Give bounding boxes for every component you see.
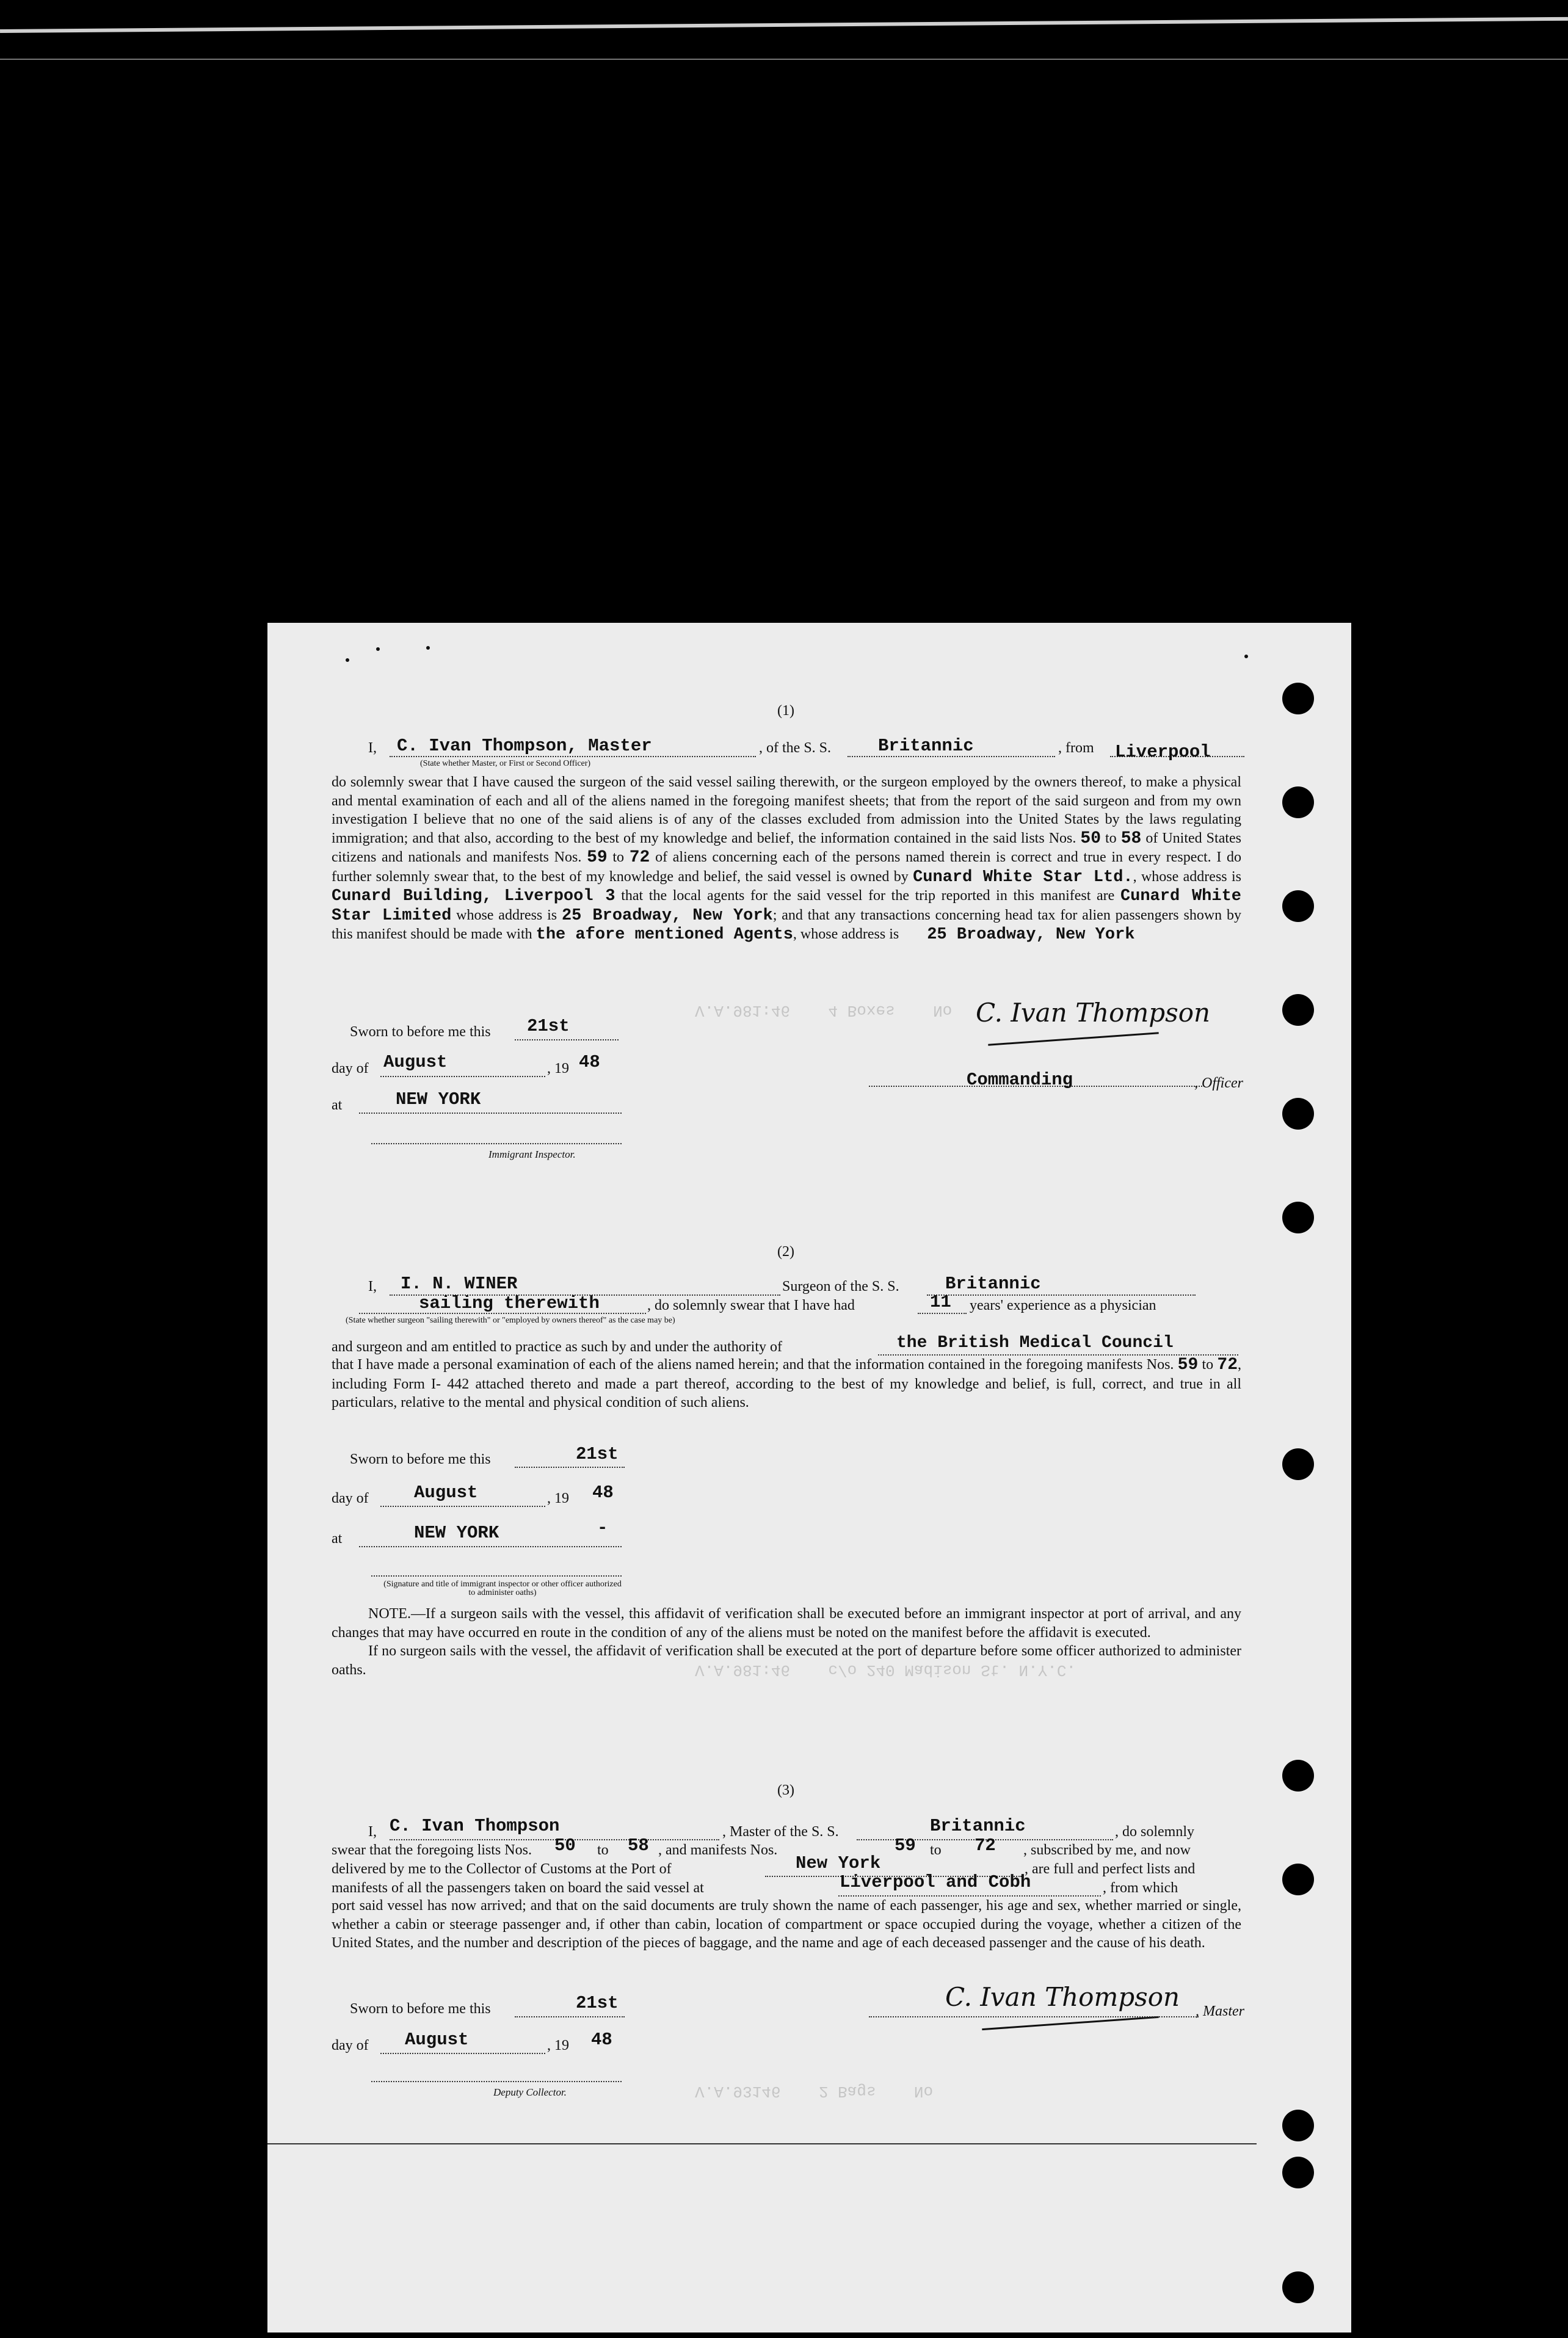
dash-mark: - xyxy=(597,1518,608,1538)
fill-line xyxy=(380,2053,545,2054)
sworn-year-field-3: 48 xyxy=(591,2030,612,2050)
fill-line xyxy=(927,1294,1196,1296)
manifests-to-field: 72 xyxy=(629,848,650,867)
officer-title-field: Commanding xyxy=(967,1070,1073,1090)
fill-line xyxy=(380,1076,545,1077)
section-1-text-a: do solemnly swear that I have caused the surgeon of the said vessel sailing therewith, or the surgeon employed by the owners thereof, to make a physical and mental examination of each and all of the aliens named in the foregoing manifest sheets; that from the report of the said surgeon and from my own investigation I believe that no one of the said aliens is of any of the classes excluded from admission into the United States by the laws regulating immigration; and that also, according to the best of my knowledge and belief, the information contained in the said lists Nos. xyxy=(332,774,1241,846)
lists-to-field-3: 58 xyxy=(628,1835,649,1856)
master-name-field: C. Ivan Thompson, Master xyxy=(397,736,652,756)
section-1-text-b: of United States citizens and nationals and manifests Nos. xyxy=(332,830,1241,865)
film-edge-line-2 xyxy=(0,59,1568,60)
section-1-text-c: of aliens concerning each of the persons named therein is correct and true in every respect. I do further solemnly swear that, to the best of my knowledge and belief, the said vessel is owned by xyxy=(332,849,1242,885)
officer-signature-caption: (Signature and title of immigrant inspector or other officer authorized to administer oaths) xyxy=(383,1580,622,1597)
fill-line xyxy=(380,1506,545,1507)
punch-hole xyxy=(1282,786,1314,818)
punch-hole xyxy=(1282,2110,1314,2141)
bleed-through-text: V.A.981:46 4 Boxes No xyxy=(695,1001,953,1020)
punch-hole xyxy=(1282,994,1314,1026)
punch-hole xyxy=(1282,1760,1314,1792)
fill-line xyxy=(869,2016,1199,2017)
master-signature: C. Ivan Thompson xyxy=(976,998,1211,1028)
fill-line xyxy=(515,1467,625,1468)
speck xyxy=(376,647,380,651)
oath-i: I, xyxy=(368,740,377,756)
film-edge-line xyxy=(0,17,1568,33)
fill-line xyxy=(371,2081,622,2082)
arrival-port-field: New York xyxy=(796,1853,881,1873)
surgeon-name-field: I. N. WINER xyxy=(401,1274,518,1294)
section-2-text-a: that I have made a personal examination of each of the aliens named herein; and that the information contained in the foregoing manifests Nos. xyxy=(332,1357,1174,1373)
bleed-through-text: V.A.93146 2 Bags No xyxy=(695,2082,934,2100)
year-prefix-2: , 19 xyxy=(547,1490,569,1506)
signature-underline xyxy=(982,2016,1159,2030)
lists-from-field: 50 xyxy=(1080,829,1101,848)
ship-name-field-3: Britannic xyxy=(930,1816,1026,1836)
swear-label: swear that the foregoing lists Nos. xyxy=(332,1842,532,1858)
section-3-number: (3) xyxy=(777,1782,794,1798)
sworn-year-field-2: 48 xyxy=(592,1483,614,1503)
fill-line xyxy=(390,756,756,757)
master-of-label: , Master of the S. S. xyxy=(722,1824,839,1840)
sworn-day-field-2: 21st xyxy=(576,1444,619,1464)
fill-line xyxy=(359,1113,622,1114)
agents-field: Cunard White Star Limited xyxy=(332,887,1241,925)
whose-address-label: , whose address is xyxy=(1133,868,1241,885)
owner-field: Cunard White Star Ltd. xyxy=(913,868,1133,887)
fill-line xyxy=(371,1143,622,1144)
fill-line xyxy=(515,1039,619,1040)
deputy-caption: Deputy Collector. xyxy=(493,2086,567,2098)
sworn-day-field: 21st xyxy=(527,1016,570,1036)
sworn-label: Sworn to before me this xyxy=(350,1024,491,1040)
section-1-number: (1) xyxy=(777,703,794,719)
section-1-body xyxy=(332,773,1241,945)
section-1-text-g: , whose address is xyxy=(793,926,899,942)
master-name-field-3: C. Ivan Thompson xyxy=(390,1816,560,1836)
authority-line: and surgeon and am entitled to practice as such by and under the authority of xyxy=(332,1339,782,1355)
sworn-label-3: Sworn to before me this xyxy=(350,2001,491,2017)
punch-hole xyxy=(1282,890,1314,922)
surgeon-status-field: sailing therewith xyxy=(419,1293,600,1313)
punch-hole xyxy=(1282,1098,1314,1130)
year-prefix: , 19 xyxy=(547,1061,569,1076)
sworn-label-2: Sworn to before me this xyxy=(350,1451,491,1467)
sworn-year-field: 48 xyxy=(579,1052,600,1072)
head-tax-address-field: 25 Broadway, New York xyxy=(927,926,1135,944)
of-ss-label: , of the S. S. xyxy=(759,740,832,756)
sworn-month-field: August xyxy=(383,1052,448,1072)
bleed-through-text: V.A.981:46 c/o 240 Madison St. N.Y.C. xyxy=(695,1661,1076,1679)
surgeon-manifests-to: 72 xyxy=(1217,1356,1238,1374)
punch-hole xyxy=(1282,2157,1314,2188)
punch-hole xyxy=(1282,2271,1314,2303)
section-1-text-e: whose address is xyxy=(456,907,557,923)
bottom-rule xyxy=(267,2143,1257,2144)
speck xyxy=(346,658,349,662)
solemnly-label: , do solemnly xyxy=(1115,1824,1194,1840)
surgeon-ship-field: Britannic xyxy=(945,1274,1041,1294)
years-field: 11 xyxy=(930,1292,951,1312)
officer-suffix: , Officer xyxy=(1194,1075,1243,1091)
to-label: to xyxy=(1105,830,1117,846)
punch-hole xyxy=(1282,1448,1314,1480)
year-prefix-3: , 19 xyxy=(547,2038,569,2053)
fill-line xyxy=(515,2016,625,2017)
delivered-label: delivered by me to the Collector of Customs at the Port of xyxy=(332,1861,672,1877)
to-label-3b: to xyxy=(930,1842,942,1858)
owner-address-field: Cunard Building, Liverpool 3 xyxy=(332,887,615,906)
fill-line xyxy=(359,1546,622,1547)
note-paragraph xyxy=(332,1605,1241,1679)
note-text: NOTE.—If a surgeon sails with the vessel, this affidavit of verification shall be executed before an immigrant inspector at port of arrival, and any changes that may have occurred en route in the condition of any of the aliens must be noted on the manifest before the affidavit is executed. xyxy=(332,1606,1241,1641)
punch-hole xyxy=(1282,1864,1314,1895)
lists-to-field: 58 xyxy=(1120,829,1142,848)
speck xyxy=(426,646,430,650)
day-of-label: day of xyxy=(332,1061,369,1076)
sworn-place-field: NEW YORK xyxy=(396,1089,481,1109)
departure-port-field: Liverpool xyxy=(1115,742,1211,762)
manifests-from-field: 59 xyxy=(587,848,608,867)
master-signature-3: C. Ivan Thompson xyxy=(945,1982,1180,2012)
fill-line xyxy=(918,1313,967,1314)
from-label: , from xyxy=(1058,740,1094,756)
oath-i-2: I, xyxy=(368,1279,377,1294)
solemn-label: , do solemnly swear that I have had xyxy=(647,1298,855,1313)
at-label: at xyxy=(332,1097,343,1113)
from-which-label: , from which xyxy=(1103,1880,1178,1896)
sworn-day-field-3: 21st xyxy=(576,1993,619,2013)
manifests-from-field-3: 59 xyxy=(895,1835,916,1856)
manifests-of-label: manifests of all the passengers taken on board the said vessel at xyxy=(332,1880,704,1896)
head-tax-party-field: the afore mentioned Agents xyxy=(535,926,793,944)
manifests-to-field-3: 72 xyxy=(975,1835,996,1856)
at-label-2: at xyxy=(332,1531,343,1547)
affidavit-page xyxy=(267,623,1351,2333)
embarkation-ports-field: Liverpool and Cobh xyxy=(840,1872,1031,1892)
section-1-text-d: that the local agents for the said vessel for the trip reported in this manifest are xyxy=(621,888,1115,904)
signature-underline xyxy=(988,1032,1159,1046)
years-text: years' experience as a physician xyxy=(970,1298,1156,1313)
lists-from-field-3: 50 xyxy=(554,1835,576,1856)
speck xyxy=(1244,655,1248,658)
fill-line xyxy=(371,1575,622,1577)
to-label: to xyxy=(1202,1357,1214,1373)
ship-name-field: Britannic xyxy=(878,736,974,756)
subscribed-label: , subscribed by me, and now xyxy=(1023,1842,1191,1858)
day-of-label-2: day of xyxy=(332,1490,369,1506)
section-2-number: (2) xyxy=(777,1244,794,1260)
fill-line xyxy=(848,756,1055,757)
inspector-caption: Immigrant Inspector. xyxy=(488,1149,576,1160)
punch-hole xyxy=(1282,683,1314,714)
master-caption: (State whether Master, or First or Second Officer) xyxy=(420,759,591,768)
to-label: to xyxy=(612,849,625,865)
to-label-3: to xyxy=(597,1842,609,1858)
section-1-text-f: ; and that any transactions concerning head tax for alien passengers shown by this manifest should be made with xyxy=(332,907,1241,942)
note-text-2: If no surgeon sails with the vessel, the affidavit of verification shall be executed at the port of departure before some officer authorized to administer oaths. xyxy=(332,1643,1241,1678)
surgeon-caption: (State whether surgeon "sailing therewith" or "employed by owners thereof" as the case may be) xyxy=(346,1316,675,1325)
section-2-body xyxy=(332,1356,1241,1412)
oath-i-3: I, xyxy=(368,1824,377,1840)
section-3-body: port said vessel has now arrived; and that on the said documents are truly shown the name of each passenger, his age and sex, whether married or single, whether a cabin or steerage passenger and, if other than cabin, location of compartment or space occupied during the voyage, whether a citizen of the United States, and the number and description of the pieces of baggage, and the name and age of each deceased passenger and the cause of his death. xyxy=(332,1898,1241,1951)
day-of-label-3: day of xyxy=(332,2038,369,2053)
agents-address-field: 25 Broadway, New York xyxy=(561,906,773,925)
surgeon-manifests-from: 59 xyxy=(1177,1356,1199,1374)
punch-hole xyxy=(1282,1202,1314,1233)
are-full-label: , are full and perfect lists and xyxy=(1025,1861,1196,1877)
section-2-text-b: , including Form I- 442 attached thereto and made a part thereof, according to the best of my knowledge and belief, is full, correct, and true in all particulars, relative to the mental and physical condition of such aliens. xyxy=(332,1357,1242,1410)
sworn-place-field-2: NEW YORK xyxy=(414,1523,499,1543)
sworn-month-field-2: August xyxy=(414,1483,478,1503)
and-manifests-label: , and manifests Nos. xyxy=(658,1842,778,1858)
surgeon-of-label: Surgeon of the S. S. xyxy=(782,1279,899,1294)
authority-field: the British Medical Council xyxy=(896,1334,1174,1352)
sworn-month-field-3: August xyxy=(405,2030,469,2050)
master-suffix: , Master xyxy=(1196,2003,1244,2019)
